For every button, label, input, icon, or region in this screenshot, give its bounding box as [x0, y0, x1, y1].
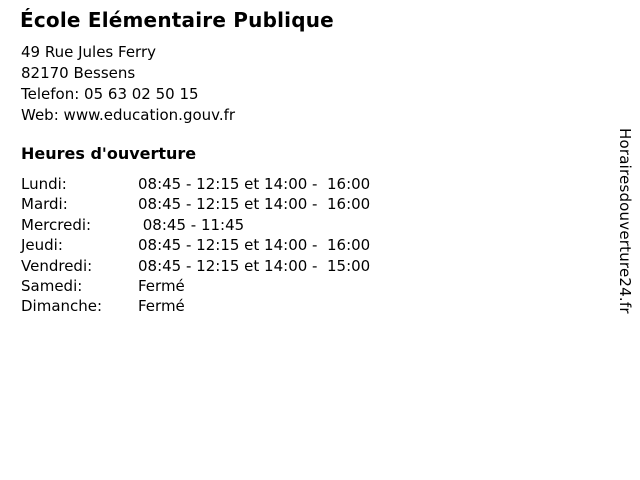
branding-vertical-label: Horairesdouverture24.fr	[616, 128, 634, 314]
table-row	[21, 174, 370, 194]
day-label: Lundi:	[21, 175, 67, 193]
website-link[interactable]: www.education.gouv.fr	[63, 106, 236, 124]
address-city: 82170 Bessens	[21, 64, 136, 82]
opening-hours-heading: Heures d'ouverture	[21, 144, 197, 163]
opening-hours-table	[21, 174, 370, 317]
hours-value: Fermé	[138, 277, 185, 296]
hours-value: 08:45 - 12:15 et 14:00 - 16:00	[138, 175, 371, 193]
phone-number: 05 63 02 50 15	[84, 85, 199, 103]
phone-label: Telefon:	[21, 85, 80, 103]
day-label: Jeudi:	[21, 236, 63, 255]
table-row	[21, 276, 370, 296]
day-label: Vendredi:	[21, 256, 93, 275]
hours-value: Fermé	[138, 297, 185, 316]
web-line	[21, 105, 235, 126]
web-label: Web:	[21, 106, 59, 124]
hours-value: 08:45 - 12:15 et 14:00 - 16:00	[138, 195, 371, 214]
day-label: Mardi:	[21, 195, 68, 214]
day-label: Dimanche:	[21, 297, 103, 316]
table-row	[21, 194, 370, 214]
table-row	[21, 215, 370, 235]
table-row	[21, 256, 370, 276]
phone-line	[21, 84, 235, 105]
day-label: Samedi:	[21, 277, 83, 296]
address-street: 49 Rue Jules Ferry	[21, 43, 156, 61]
business-name: École Elémentaire Publique	[20, 8, 334, 32]
hours-value: 08:45 - 11:45	[138, 215, 245, 234]
table-row	[21, 296, 370, 316]
table-row	[21, 235, 370, 255]
contact-block	[21, 42, 235, 126]
day-label: Mercredi:	[21, 215, 92, 234]
hours-value: 08:45 - 12:15 et 14:00 - 16:00	[138, 236, 371, 255]
hours-value: 08:45 - 12:15 et 14:00 - 15:00	[138, 256, 371, 275]
